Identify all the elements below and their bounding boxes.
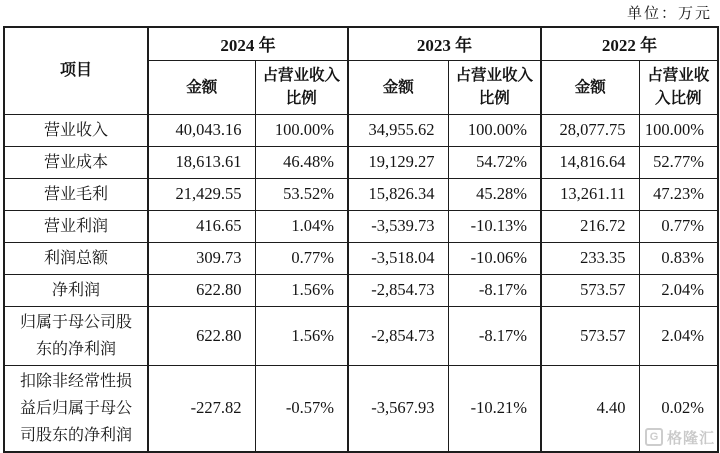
- ratio-cell: 0.77%: [255, 242, 348, 274]
- ratio-header-2022: 占营业收入比例: [639, 60, 718, 114]
- watermark-brand-text: 格隆汇: [666, 429, 715, 447]
- ratio-cell: 54.72%: [448, 146, 541, 178]
- table-row-operating-profit: [4, 210, 718, 242]
- amount-cell: -2,854.73: [348, 274, 448, 306]
- amount-cell: 573.57: [541, 274, 639, 306]
- table-row-gross-profit: [4, 178, 718, 210]
- item-column-header: 项目: [4, 27, 148, 114]
- row-label: 归属于母公司股东的净利润: [4, 306, 148, 365]
- amount-cell: 19,129.27: [348, 146, 448, 178]
- table-row-net-profit-deducted: [4, 365, 718, 452]
- amount-cell: 622.80: [148, 274, 255, 306]
- ratio-cell: 45.28%: [448, 178, 541, 210]
- ratio-cell: 100.00%: [448, 114, 541, 146]
- ratio-cell: -10.21%: [448, 365, 541, 452]
- ratio-cell: 52.77%: [639, 146, 718, 178]
- amount-cell: 233.35: [541, 242, 639, 274]
- amount-cell: 416.65: [148, 210, 255, 242]
- ratio-header-2024: 占营业收入比例: [255, 60, 348, 114]
- amount-cell: 309.73: [148, 242, 255, 274]
- year-header-2022: 2022 年: [541, 27, 718, 60]
- ratio-cell: 2.04%: [639, 306, 718, 365]
- year-header-row: [4, 27, 718, 60]
- ratio-cell: -8.17%: [448, 306, 541, 365]
- amount-cell: 14,816.64: [541, 146, 639, 178]
- row-label: 利润总额: [4, 242, 148, 274]
- amount-header-2022: 金额: [541, 60, 639, 114]
- amount-cell: 18,613.61: [148, 146, 255, 178]
- amount-cell: 216.72: [541, 210, 639, 242]
- ratio-cell: 1.04%: [255, 210, 348, 242]
- amount-cell: 573.57: [541, 306, 639, 365]
- ratio-cell: 100.00%: [255, 114, 348, 146]
- ratio-cell: 0.77%: [639, 210, 718, 242]
- table-row-total-profit: [4, 242, 718, 274]
- ratio-cell: 0.02%: [639, 365, 718, 452]
- ratio-cell: -0.57%: [255, 365, 348, 452]
- amount-cell: 40,043.16: [148, 114, 255, 146]
- table-row-net-profit-parent: [4, 306, 718, 365]
- ratio-header-2023: 占营业收入比例: [448, 60, 541, 114]
- amount-header-2024: 金额: [148, 60, 255, 114]
- amount-cell: 21,429.55: [148, 178, 255, 210]
- ratio-cell: 1.56%: [255, 306, 348, 365]
- row-label: 营业收入: [4, 114, 148, 146]
- amount-cell: 15,826.34: [348, 178, 448, 210]
- amount-cell: 4.40: [541, 365, 639, 452]
- ratio-cell: 2.04%: [639, 274, 718, 306]
- row-label: 营业利润: [4, 210, 148, 242]
- row-label: 扣除非经常性损益后归属于母公司股东的净利润: [4, 365, 148, 452]
- row-label: 营业毛利: [4, 178, 148, 210]
- table-row-operating-cost: [4, 146, 718, 178]
- gelonghui-logo-icon: G: [645, 428, 663, 446]
- amount-cell: 28,077.75: [541, 114, 639, 146]
- table-row-operating-revenue: [4, 114, 718, 146]
- amount-cell: -3,518.04: [348, 242, 448, 274]
- year-header-2023: 2023 年: [348, 27, 541, 60]
- amount-cell: -3,539.73: [348, 210, 448, 242]
- ratio-cell: 100.00%: [639, 114, 718, 146]
- row-label: 净利润: [4, 274, 148, 306]
- year-header-2024: 2024 年: [148, 27, 348, 60]
- ratio-cell: -10.13%: [448, 210, 541, 242]
- ratio-cell: 46.48%: [255, 146, 348, 178]
- ratio-cell: -8.17%: [448, 274, 541, 306]
- table-row-net-profit: [4, 274, 718, 306]
- amount-cell: 13,261.11: [541, 178, 639, 210]
- ratio-cell: -10.06%: [448, 242, 541, 274]
- amount-cell: 622.80: [148, 306, 255, 365]
- ratio-cell: 47.23%: [639, 178, 718, 210]
- unit-label: 单位：万元: [626, 6, 712, 22]
- ratio-cell: 1.56%: [255, 274, 348, 306]
- row-label: 营业成本: [4, 146, 148, 178]
- amount-cell: 34,955.62: [348, 114, 448, 146]
- amount-cell: -227.82: [148, 365, 255, 452]
- amount-cell: -3,567.93: [348, 365, 448, 452]
- ratio-cell: 0.83%: [639, 242, 718, 274]
- financial-summary-table: [3, 26, 719, 453]
- amount-cell: -2,854.73: [348, 306, 448, 365]
- ratio-cell: 53.52%: [255, 178, 348, 210]
- amount-header-2023: 金额: [348, 60, 448, 114]
